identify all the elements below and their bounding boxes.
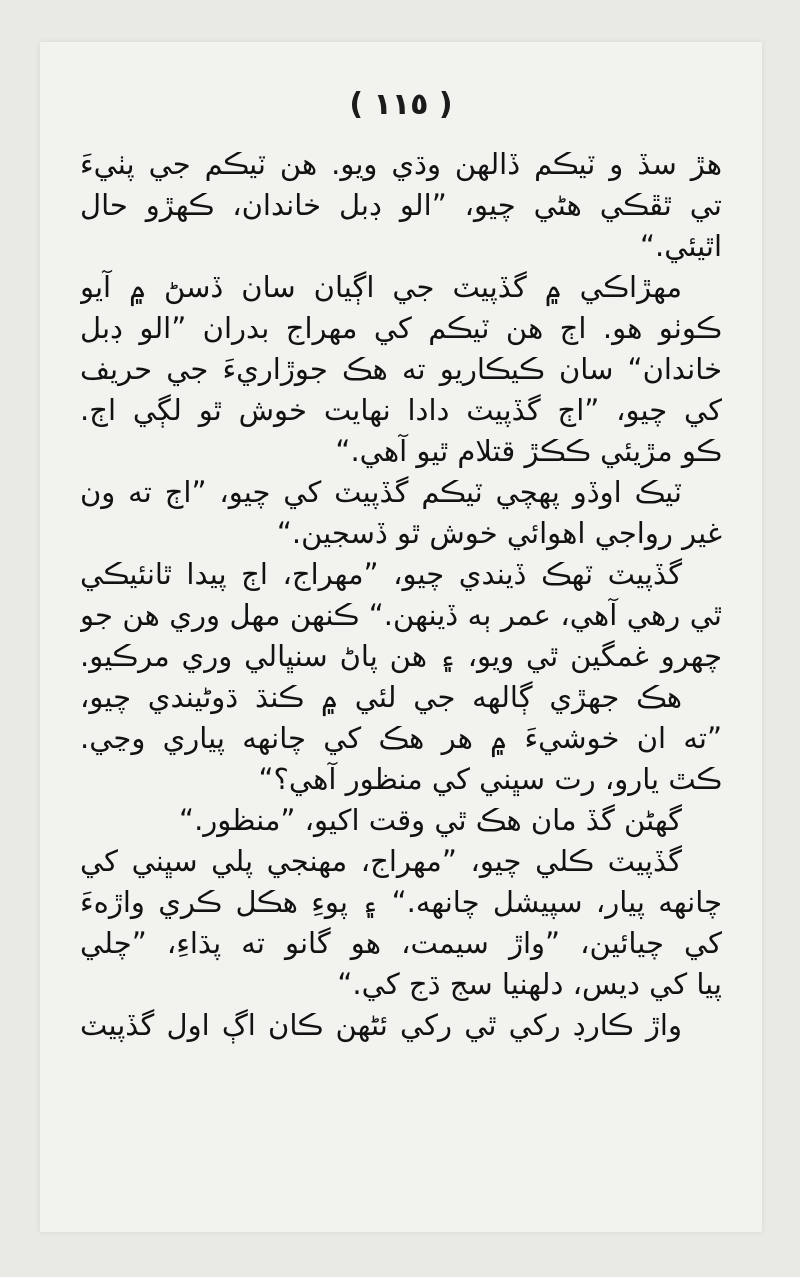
- text-line: کي چيو، ”اڄ گڏپيٽ دادا نهايت خوش ٿو لڳي اڄ.: [80, 393, 722, 427]
- text-line: ڪوٺو هو. اڄ هن ٽيڪم کي مهراج بدران ”الو ڊبل: [80, 311, 722, 345]
- text-line: مهڙاڪي ۾ گڏپيٽ جي اڳيان سان ڏسڻ ۾ آيو: [80, 270, 682, 304]
- text-line: ڪو مڙيئي ڪڪڙ قتلام ٿيو آهي.“: [335, 434, 722, 468]
- book-page: [40, 42, 762, 1232]
- text-line: ”ته ان خوشيءَ ۾ هر هڪ کي چانهه پياري وڃي.: [80, 721, 722, 755]
- text-line: خاندان“ سان ڪيڪاريو ته هڪ جوڙاريءَ جي حريف: [80, 352, 722, 386]
- text-line: غير رواجي اهوائي خوش ٿو ڏسجين.“: [276, 516, 722, 550]
- text-line: اٿيئي.“: [639, 229, 722, 263]
- text-line: کي چيائين، ”واڙ سيمت، هو گانو ته پڌاءِ، ”چلي: [80, 926, 722, 960]
- text-line: چهرو غمگين ٿي ويو، ۽ هن پاڻ سنڀالي وري مرڪيو.: [80, 639, 722, 673]
- text-line: هڙ سڏ و ٽيڪم ڏالهن وڌي ويو. هن ٽيڪم جي پٺيءَ: [80, 147, 722, 181]
- text-line: گڏپيٽ ڪلي چيو، ”مهراج، مهنجي پلي سڀني کي: [80, 844, 682, 878]
- text-line: گهڻن گڏ مان هڪ ٿي وقت اکيو، ”منظور.“: [179, 803, 682, 837]
- text-line: ٿي رهي آهي، عمر ٻه ڏينهن.“ ڪنهن مهل وري هن جو: [80, 598, 722, 632]
- text-line: هڪ جهڙي ڳالهه جي لئي ۾ ڪنڌ ڌوڻيندي چيو،: [80, 680, 682, 714]
- page-number: ( ١١٥ ): [349, 87, 453, 122]
- body-text: [80, 144, 722, 1046]
- text-line: ڪٿ يارو، رت سڀني کي منظور آهي؟“: [258, 762, 722, 796]
- text-line: چانهه پيار، سپيشل چانهه.“ ۽ پوءِ هڪل ڪري واڙهءَ: [80, 885, 722, 919]
- text-line: تي ٿڦڪي هڻي چيو، ”الو ڊبل خاندان، ڪهڙو حال: [80, 188, 722, 222]
- text-line: گڏپيٽ ٽهڪ ڏيندي چيو، ”مهراج، اڄ پيدا ٿانئيڪي: [80, 557, 682, 591]
- text-line: ٽيڪ اوڏو پهچي ٽيڪم گڏپيٽ کي چيو، ”اڄ ته ون: [80, 475, 682, 509]
- text-line: پيا کي ديس، دلهنيا سج ڌج کي.“: [337, 967, 722, 1001]
- text-line: واڙ ڪارڊ رکي ٿي رکي ئڻهن ڪان اڳ اول گڏپيٽ: [80, 1008, 682, 1042]
